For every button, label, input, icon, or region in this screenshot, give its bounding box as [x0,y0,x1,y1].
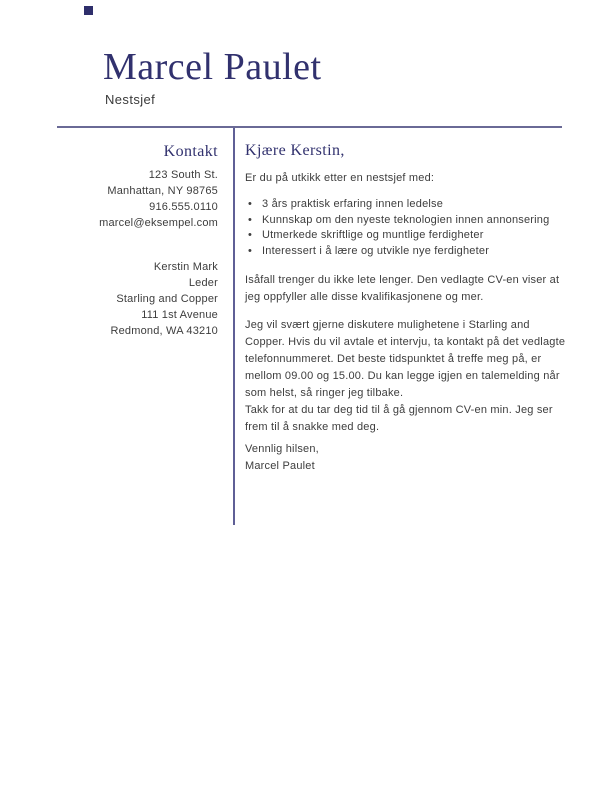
list-item: • Interessert i å lære og utvikle nye ferdigheter [245,244,567,260]
intro-line: Er du på utkikk etter en nestsjef med: [245,172,435,184]
body-paragraph: Takk for at du tar deg tid til å gå gjennom CV-en min. Jeg ser frem til å snakke med deg. [245,404,553,433]
sender-email: marcel@eksempel.com [99,217,218,229]
sender-address [57,167,218,231]
list-item: • 3 års praktisk erfaring innen ledelse [245,197,567,213]
header-divider [57,126,562,128]
corner-marker [84,6,93,15]
sender-city: Manhattan, NY 98765 [107,185,218,197]
recipient-street: 111 1st Avenue [141,309,218,321]
salutation: Kjære Kerstin, [245,142,345,159]
qualifications-list [245,197,567,259]
column-divider [233,128,235,525]
recipient-title: Leder [188,277,218,289]
recipient-name: Kerstin Mark [153,261,218,273]
body-paragraph: Jeg vil svært gjerne diskutere mulighetene i Starling and Copper. Hvis du vil avtale et intervju, ta kontakt på det vedlagte telefonnummeret. Det beste tidspunktet å treffe meg på, er mellom 09.00 og 15.00. Du kan legge igjen en talemelding når som helst, så ringer jeg tilbake. [245,319,566,399]
recipient-city: Redmond, WA 43210 [110,325,218,337]
sender-street: 123 South St. [148,169,218,181]
page-title: Marcel Paulet [103,46,322,88]
signature-name: Marcel Paulet [245,460,315,472]
recipient-company: Starling and Copper [116,293,218,305]
list-item: • Utmerkede skriftlige og muntlige ferdigheter [245,228,567,244]
job-title: Nestsjef [105,92,156,107]
list-item: • Kunnskap om den nyeste teknologien innen annonsering [245,213,567,229]
recipient-address [57,259,218,339]
contact-heading: Kontakt [163,143,218,160]
body-paragraph: Isåfall trenger du ikke lete lenger. Den vedlagte CV-en viser at jeg oppfyller alle disse kvalifikasjonene og mer. [245,274,560,303]
closing-line: Vennlig hilsen, [245,443,319,455]
sender-phone: 916.555.0110 [149,201,218,213]
